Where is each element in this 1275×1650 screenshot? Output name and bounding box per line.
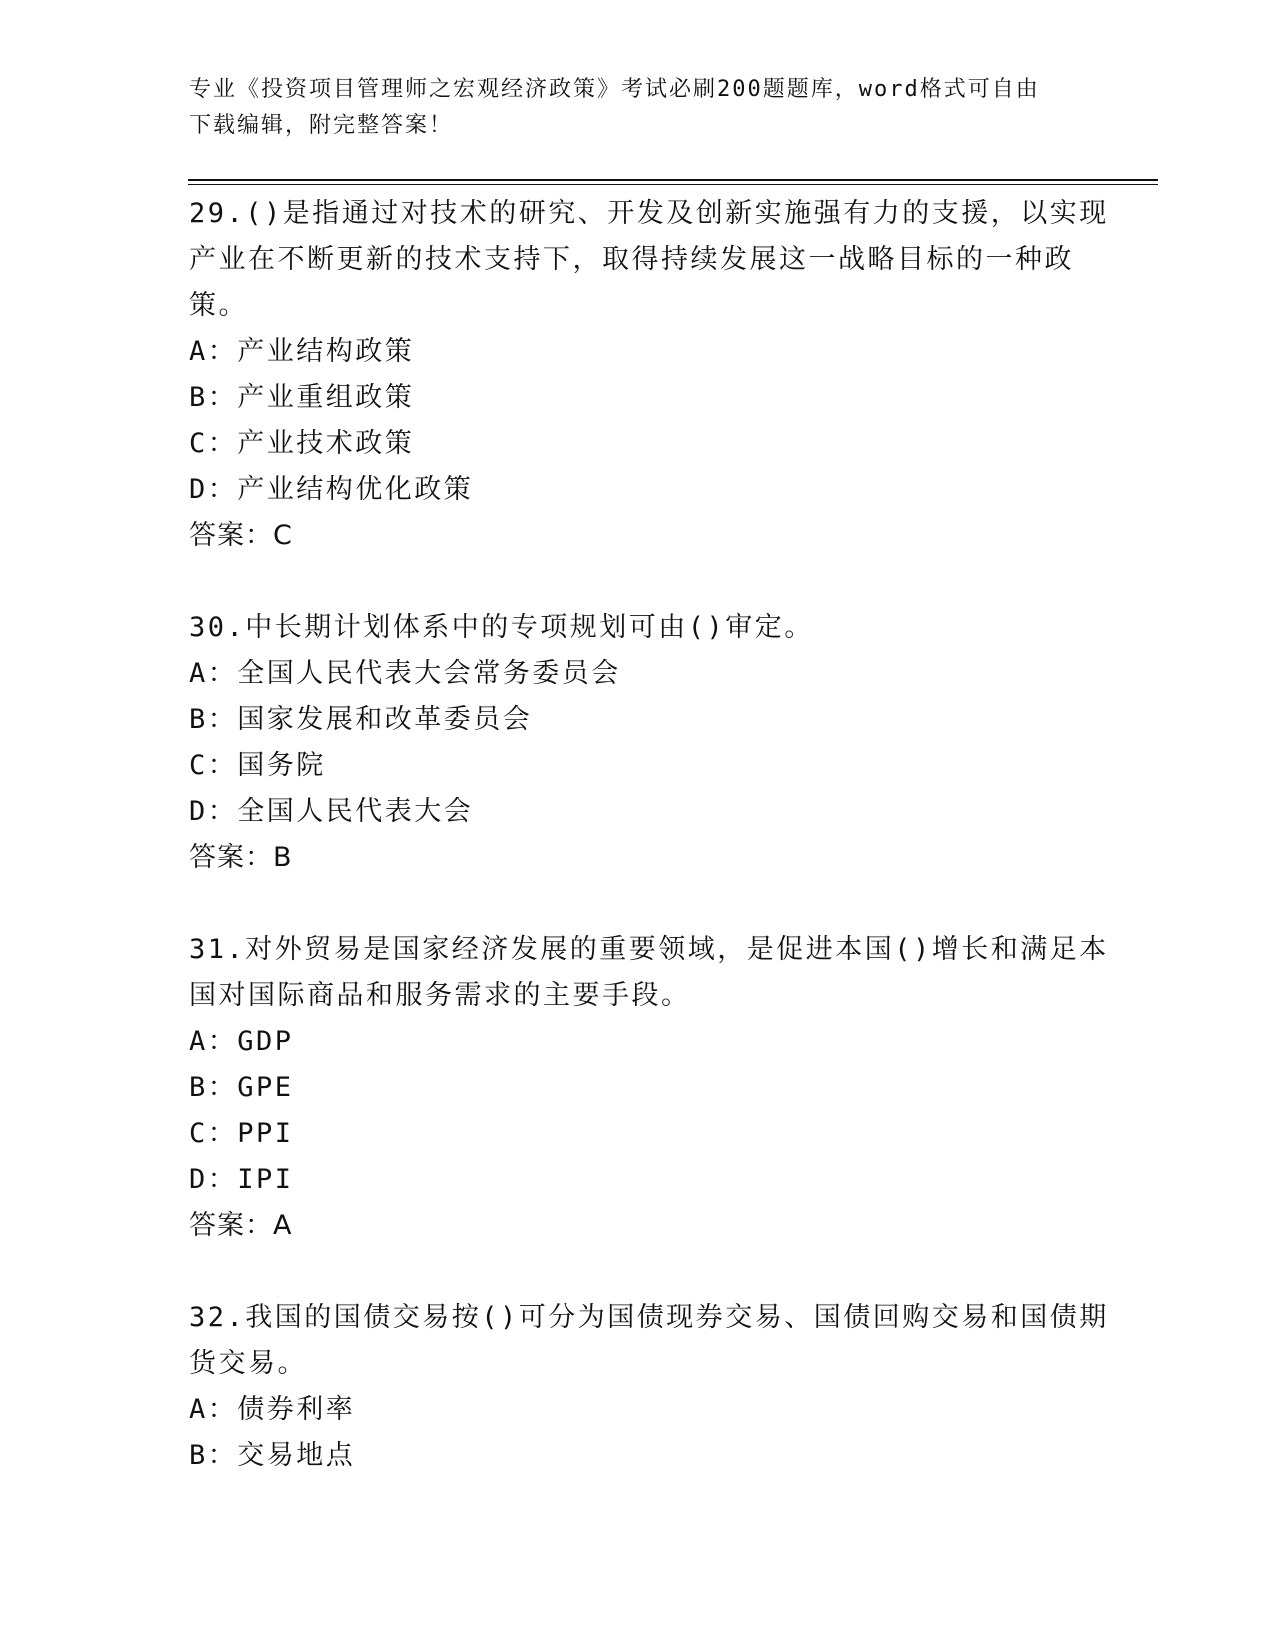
question-text [189,927,1109,1019]
question-text-line: 策。 [189,290,248,321]
header-line-1: 专业《投资项目管理师之宏观经济政策》考试必刷200题题库，word格式可自由 [189,77,1040,102]
question-text [189,1295,1109,1387]
option-label: B： [189,382,238,413]
option-c [189,1111,1089,1157]
answer-line: 答案：C [189,520,293,551]
question-text-line: 产业在不断更新的技术支持下，取得持续发展这一战略目标的一种政 [189,244,1074,275]
option-label: B： [189,704,238,735]
option-text: GPE [237,1072,294,1103]
question-text [189,605,1089,651]
question-text-line: 国对国际商品和服务需求的主要手段。 [189,980,691,1011]
question-text-line: 32.我国的国债交易按()可分为国债现券交易、国债回购交易和国债期 [189,1302,1109,1333]
option-label: C： [189,428,238,459]
question-text-line: 31.对外贸易是国家经济发展的重要领域，是促进本国()增长和满足本 [189,934,1109,965]
option-text: IPI [237,1164,294,1195]
question-text-line: 货交易。 [189,1348,307,1379]
question-text [189,191,1109,329]
option-b [189,697,1089,743]
question-spacer [189,1249,1089,1295]
option-d [189,789,1089,835]
header-rule-thin [188,184,1158,185]
option-text: 全国人民代表大会常务委员会 [237,658,621,689]
option-c [189,421,1089,467]
option-text: 产业重组政策 [237,382,415,413]
option-a [189,651,1089,697]
option-b [189,1433,1089,1479]
option-label: D： [189,1164,238,1195]
question-text-line: 29.()是指通过对技术的研究、开发及创新实施强有力的支援，以实现 [189,198,1109,229]
question-spacer [189,881,1089,927]
option-label: A： [189,336,238,367]
option-label: D： [189,474,238,505]
header-line-2: 下载编辑，附完整答案！ [189,113,454,138]
question-list [189,191,1109,1479]
question-29 [189,191,1109,559]
option-text: PPI [237,1118,294,1149]
option-label: C： [189,1118,238,1149]
option-text: 交易地点 [237,1440,356,1471]
option-label: A： [189,1026,238,1057]
option-b [189,375,1089,421]
header-rule-thick [188,179,1158,181]
option-text: 国家发展和改革委员会 [237,704,533,735]
option-text: 国务院 [237,750,326,781]
question-32 [189,1295,1109,1479]
option-text: 债券利率 [237,1394,356,1425]
option-text: 产业结构政策 [237,336,415,367]
question-spacer [189,559,1089,605]
option-d [189,1157,1089,1203]
option-label: B： [189,1440,238,1471]
question-text-line: 30.中长期计划体系中的专项规划可由()审定。 [189,612,814,643]
option-b [189,1065,1089,1111]
option-label: B： [189,1072,238,1103]
option-label: A： [189,658,238,689]
question-31 [189,927,1109,1249]
option-text: 产业结构优化政策 [237,474,474,505]
answer-line: 答案：A [189,1210,293,1241]
option-text: 产业技术政策 [237,428,415,459]
option-label: A： [189,1394,238,1425]
option-label: C： [189,750,238,781]
question-30 [189,605,1089,881]
option-label: D： [189,796,238,827]
option-text: GDP [237,1026,294,1057]
option-a [189,1019,1089,1065]
answer-line: 答案：B [189,842,293,873]
option-d [189,467,1089,513]
option-a [189,1387,1089,1433]
document-header [189,72,1089,144]
option-text: 全国人民代表大会 [237,796,474,827]
option-a [189,329,1089,375]
option-c [189,743,1089,789]
